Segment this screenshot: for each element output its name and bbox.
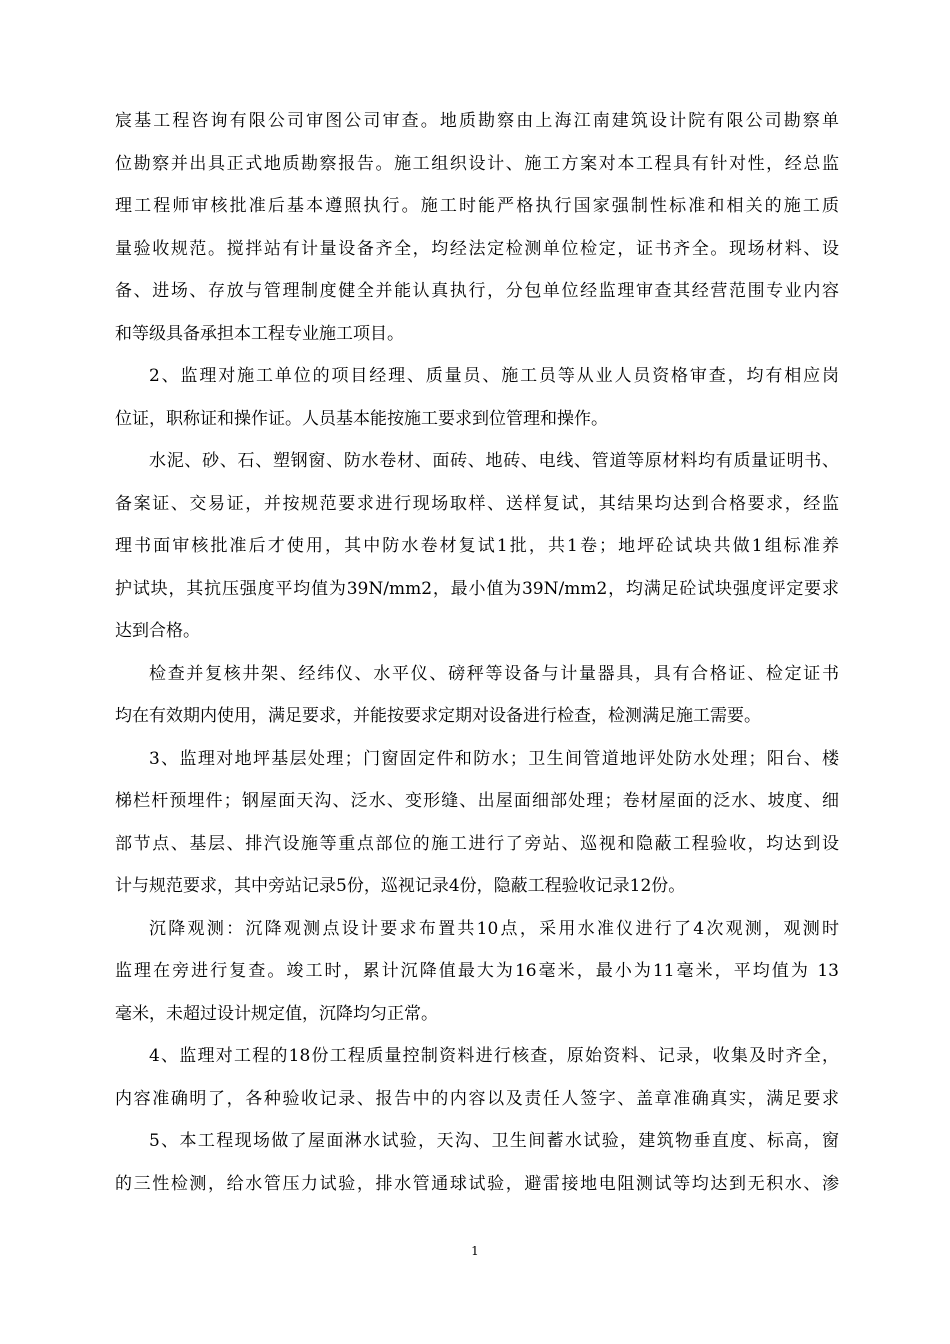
text-line: 和等级具备承担本工程专业施工项目。 xyxy=(115,323,404,344)
text-line: 备案证、交易证，并按规范要求进行现场取样、送样复试，其结果均达到合格要求，经监 xyxy=(115,493,839,514)
text-line: 毫米，未超过设计规定值，沉降均匀正常。 xyxy=(115,1003,438,1024)
text-line: 监理在旁进行复查。竣工时，累计沉降值最大为16毫米，最小为11毫米，平均值为 13 xyxy=(115,961,839,981)
text-line: 水泥、砂、石、塑钢窗、防水卷材、面砖、地砖、电线、管道等原材料均有质量证明书、 xyxy=(149,451,839,471)
paragraph-settlement-observation xyxy=(115,908,839,1036)
text-line: 备、进场、存放与管理制度健全并能认真执行，分包单位经监理审查其经营范围专业内容 xyxy=(115,281,839,301)
text-line: 部节点、基层、排汽设施等重点部位的施工进行了旁站、巡视和隐蔽工程验收，均达到设 xyxy=(115,833,839,854)
text-line: 梯栏杆预埋件；钢屋面天沟、泛水、变形缝、出屋面细部处理；卷材屋面的泛水、坡度、细 xyxy=(115,791,839,811)
paragraph-equipment-check xyxy=(115,653,839,738)
text-line: 4、监理对工程的18份工程质量控制资料进行核查，原始资料、记录，收集及时齐全， xyxy=(149,1046,839,1066)
paragraph-personnel-qualification xyxy=(115,355,839,440)
text-line: 达到合格。 xyxy=(115,621,200,641)
document-body xyxy=(115,100,839,1205)
paragraph-review-and-survey xyxy=(115,100,839,355)
text-line: 检查并复核井架、经纬仪、水平仪、磅秤等设备与计量器具，具有合格证、检定证书 xyxy=(149,663,839,684)
text-line: 护试块，其抗压强度平均值为39N/mm2，最小值为39N/mm2，均满足砼试块强度评定要求 xyxy=(115,578,839,599)
text-line: 计与规范要求，其中旁站记录5份，巡视记录4份，隐蔽工程验收记录12份。 xyxy=(115,876,686,896)
paragraph-site-tests xyxy=(115,1120,839,1205)
text-line: 理工程师审核批准后基本遵照执行。施工时能严格执行国家强制性标准和相关的施工质 xyxy=(115,196,839,216)
text-line: 3、监理对地坪基层处理；门窗固定件和防水；卫生间管道地评处防水处理；阳台、楼 xyxy=(149,748,839,769)
paragraph-key-parts-supervision xyxy=(115,738,839,908)
text-line: 位证，职称证和操作证。人员基本能按施工要求到位管理和操作。 xyxy=(115,408,608,429)
text-line: 均在有效期内使用，满足要求，并能按要求定期对设备进行检查，检测满足施工需要。 xyxy=(115,706,761,726)
text-line: 量验收规范。搅拌站有计量设备齐全，均经法定检测单位检定，证书齐全。现场材料、设 xyxy=(115,238,839,259)
text-line: 2、监理对施工单位的项目经理、质量员、施工员等从业人员资格审查，均有相应岗 xyxy=(149,366,839,386)
text-line: 5、本工程现场做了屋面淋水试验，天沟、卫生间蓄水试验，建筑物垂直度、标高，窗 xyxy=(149,1131,839,1151)
text-line: 宸基工程咨询有限公司审图公司审查。地质勘察由上海江南建筑设计院有限公司勘察单 xyxy=(115,111,839,131)
text-line: 的三性检测，给水管压力试验，排水管通球试验，避雷接地电阻测试等均达到无积水、渗 xyxy=(115,1173,839,1194)
page-number: 1 xyxy=(471,1244,479,1258)
text-line: 内容准确明了，各种验收记录、报告中的内容以及责任人签字、盖章准确真实，满足要求 xyxy=(115,1088,839,1109)
text-line: 理书面审核批准后才使用，其中防水卷材复试1批，共1卷；地坪砼试块共做1组标准养 xyxy=(115,536,839,556)
text-line: 位勘察并出具正式地质勘察报告。施工组织设计、施工方案对本工程具有针对性，经总监 xyxy=(115,153,839,174)
paragraph-materials-testing xyxy=(115,440,839,653)
text-line: 沉降观测：沉降观测点设计要求布置共10点，采用水准仪进行了4次观测，观测时 xyxy=(149,918,839,939)
paragraph-quality-records xyxy=(115,1035,839,1120)
